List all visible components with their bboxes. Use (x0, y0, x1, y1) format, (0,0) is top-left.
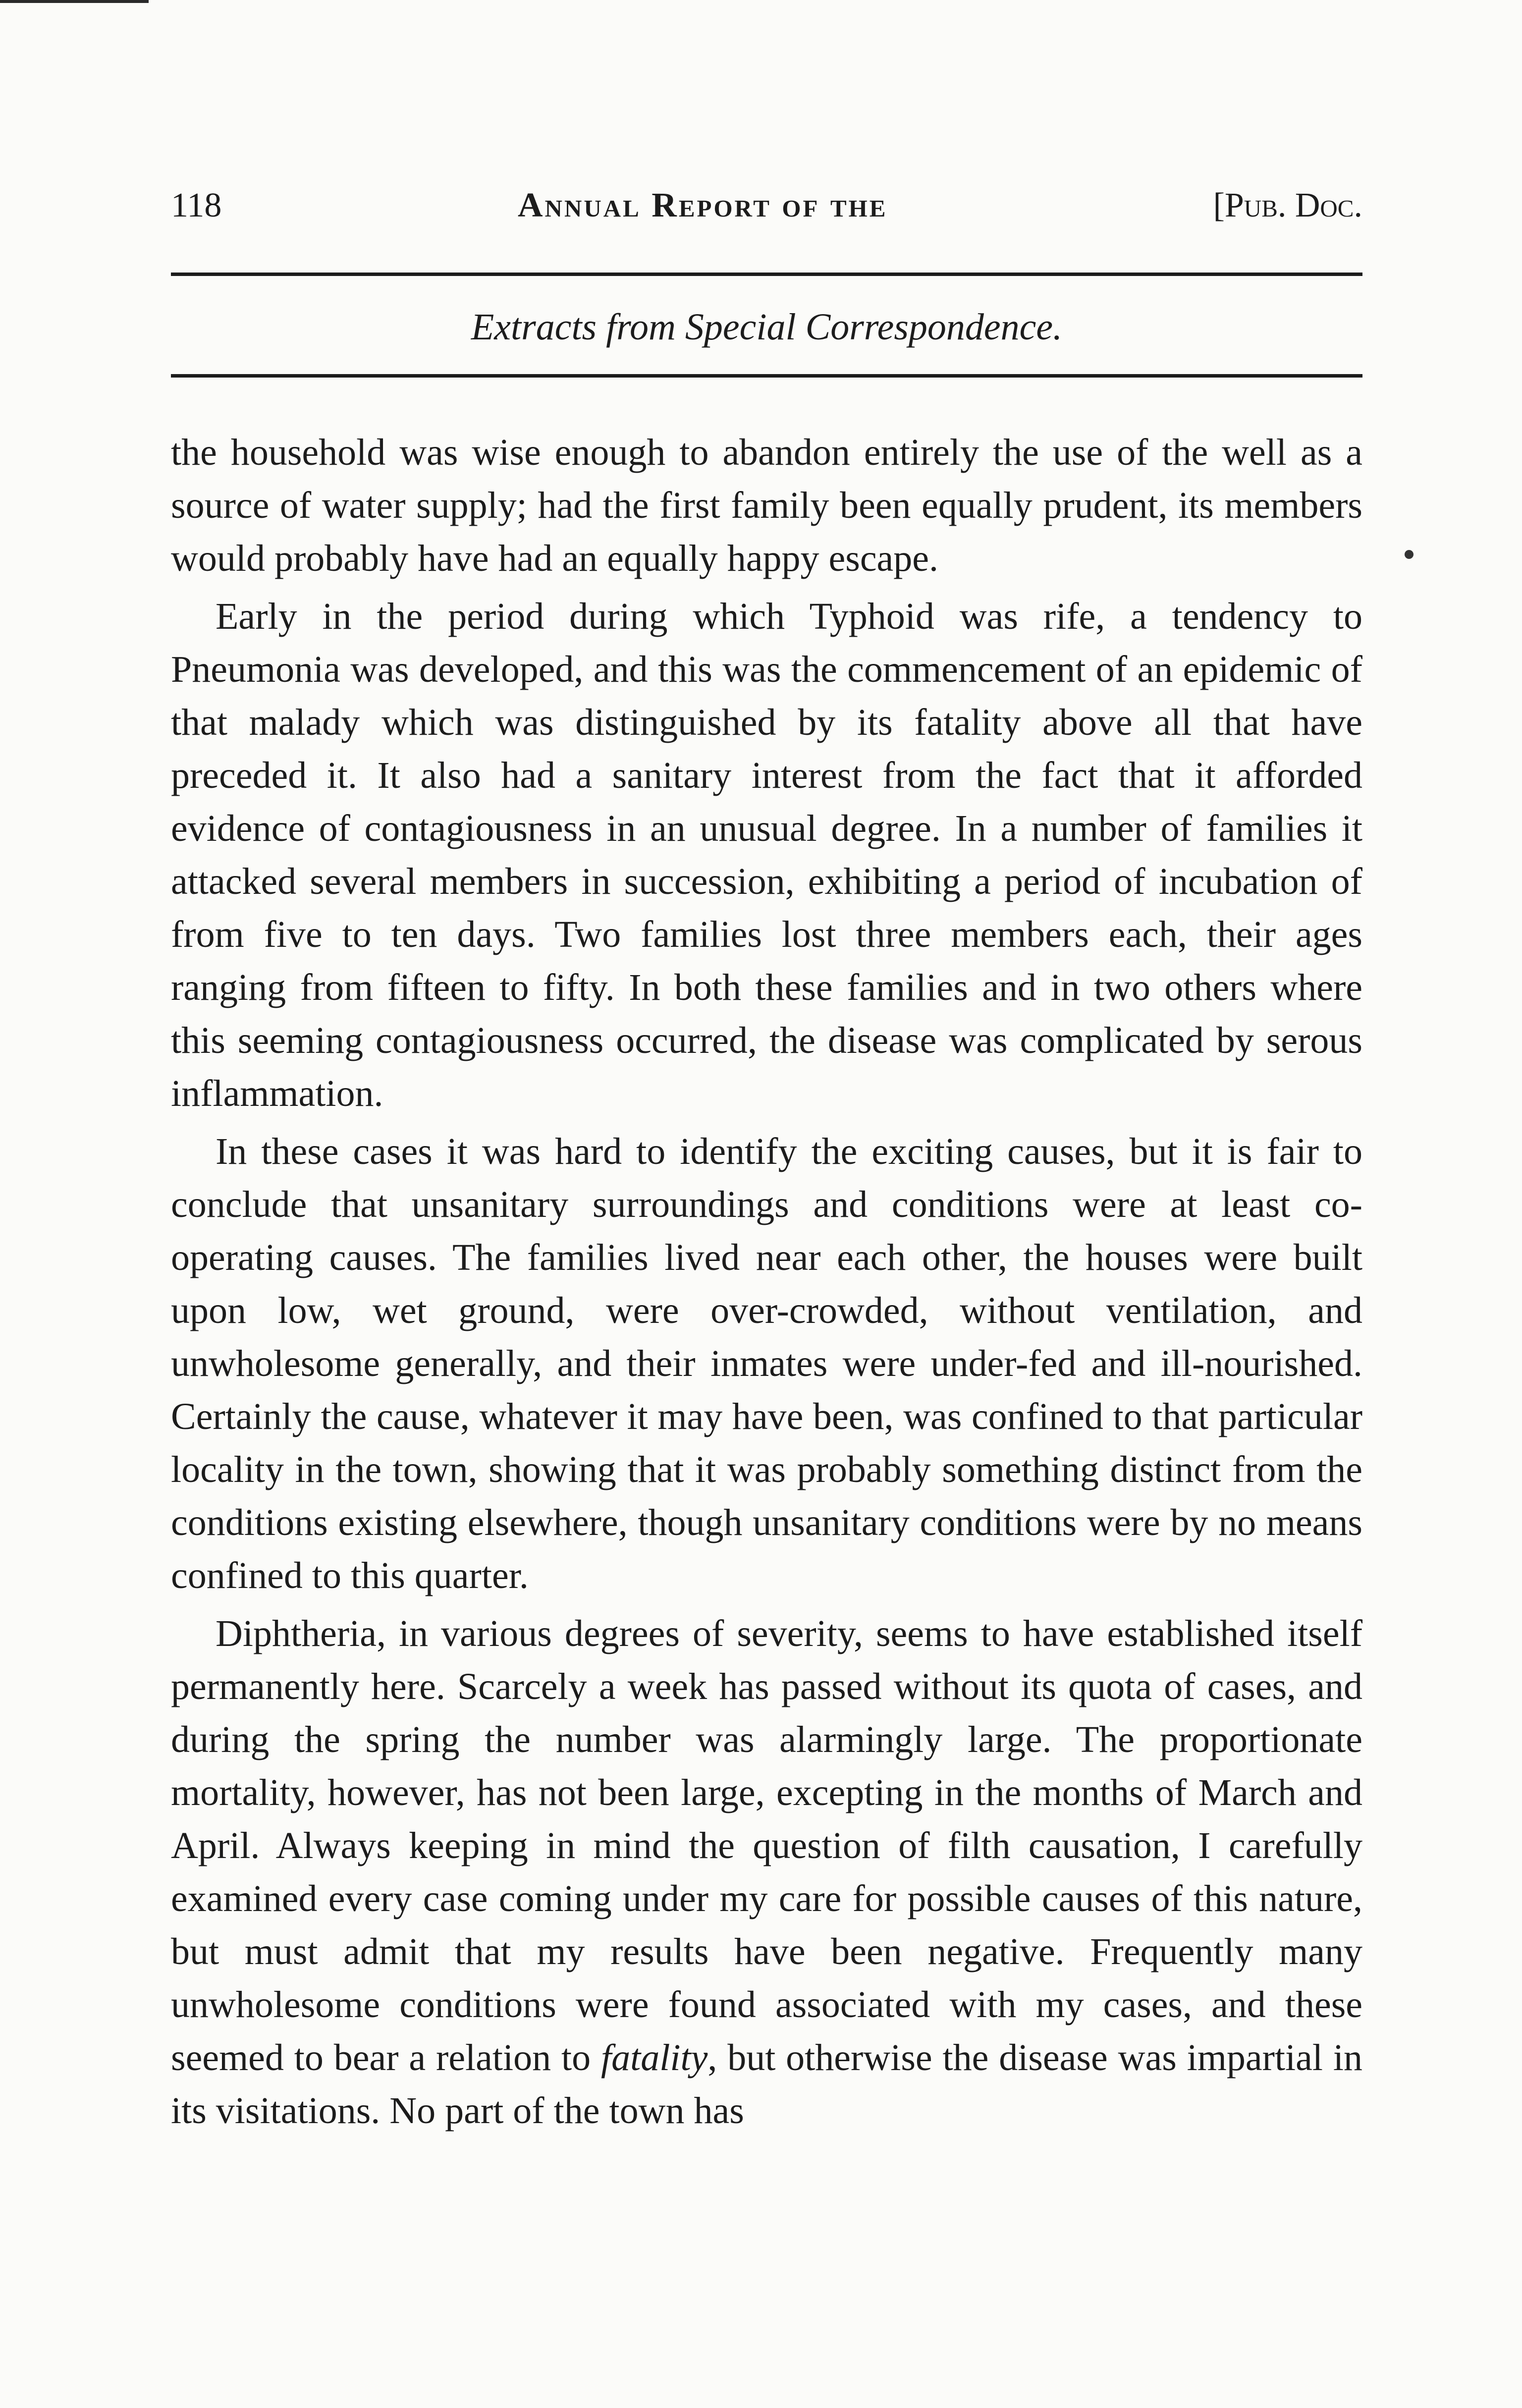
running-header (171, 178, 1362, 233)
diphtheria-text-start: Diphtheria, in various degrees of severity, seems to have established itself permanently here. Scarcely a week has passed without its quota of cases, and during the spring the number was alarmingly large. The proportionate mortality, however, has not been large, excepting in the months of March and April. Always keeping in mind the question of filth causation, I carefully examined every case coming under my care for possible causes of this nature, but must admit that my results have been negative. Frequently many unwholesome conditions were found associated with my cases, and these seemed to bear a relation to (171, 1613, 1362, 2079)
header-rule-top (171, 273, 1362, 276)
body-text (171, 426, 1362, 2142)
page-number: 118 (171, 186, 222, 224)
paragraph-exciting-causes: In these cases it was hard to identify the exciting causes, but it is fair to conclude that unsanitary surroundings and conditions were at least co-operating causes. The families lived near each other, the houses were built upon low, wet ground, were over-crowded, without ventilation, and unwholesome generally, and their inmates were under-fed and ill-nourished. Certainly the cause, whatever it may have been, was confined to that particular locality in the town, showing that it was probably something distinct from the conditions existing elsewhere, though unsanitary conditions were by no means confined to this quarter. (171, 1131, 1362, 1596)
emphasis-fatality: fatality (601, 2037, 708, 2079)
margin-dot-mark (1405, 550, 1413, 559)
top-edge-rule (0, 0, 149, 3)
header-rule-bottom (171, 374, 1362, 378)
paragraph-diphtheria (171, 1607, 1362, 2137)
paragraph-pneumonia: Early in the period during which Typhoid was rife, a tendency to Pneumonia was developed, and this was the commencement of an epidemic of that malady which was distinguished by its fatality above all that have preceded it. It also had a sanitary interest from the fact that it afforded evidence of contagiousness in an unusual degree. In a number of families it attacked several members in succession, exhibiting a period of incubation of from five to ten days. Two families lost three members each, their ages ranging from fifteen to fifty. In both these families and in two others where this seeming contagiousness occurred, the disease was complicated by serous inflammation. (171, 596, 1362, 1114)
section-title: Extracts from Special Correspondence. (471, 306, 1063, 348)
paragraph-continued: the household was wise enough to abandon entirely the use of the well as a source of water supply; had the first family been equally prudent, its members would probably have had an equally happy escape. (171, 432, 1362, 579)
report-title: Annual Report of the (518, 186, 888, 224)
document-reference: [Pub. Doc. (1213, 186, 1362, 224)
diphtheria-text-end: , but otherwise the disease was impartial in its visitations. No part of the town has (171, 2037, 1362, 2132)
